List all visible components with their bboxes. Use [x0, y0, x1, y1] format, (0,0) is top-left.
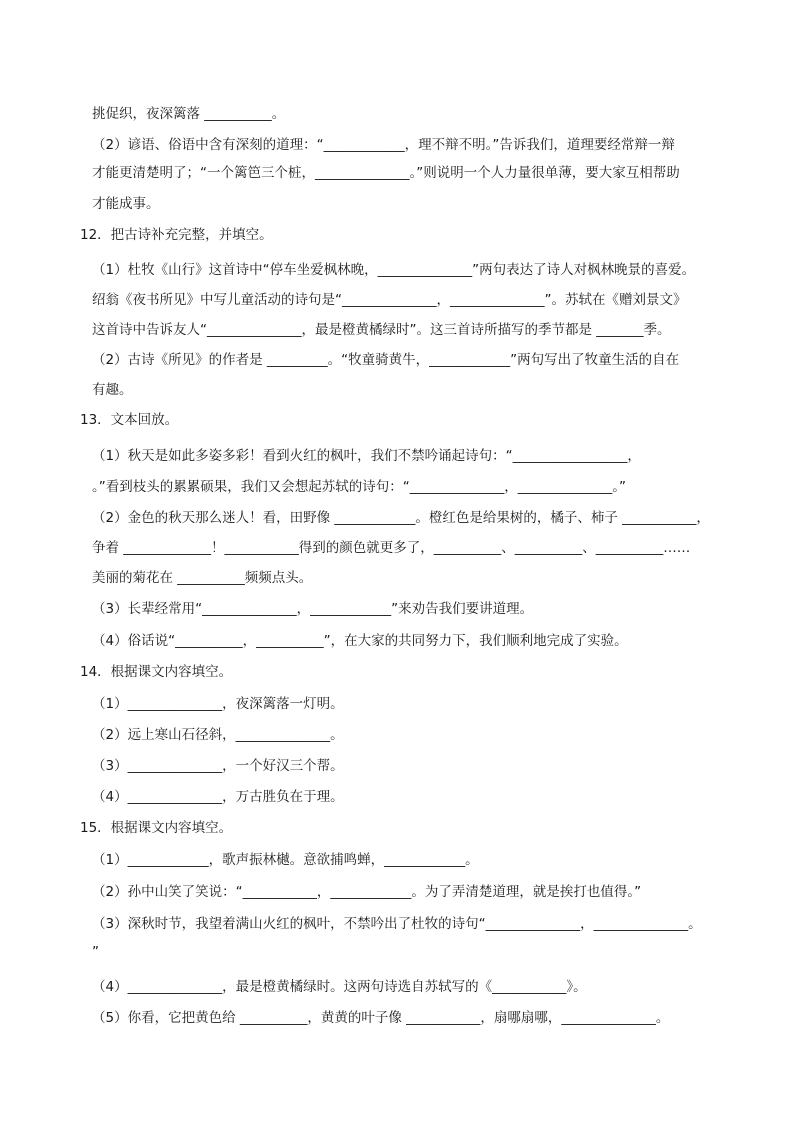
- line-text: 15．根据课文内容填空。: [80, 820, 233, 836]
- line-text: （1）杜牧《山行》这首诗中“停车坐爱枫林晚，______________”两句表达了诗人对枫林晚景的喜爱。: [92, 262, 696, 278]
- line-text: （1）____________，歌声振林樾。意欲捕鸣蝉，____________。: [92, 852, 479, 868]
- line-text: （2）孙中山笑了笑说：“___________，____________。为了弄清楚道理，就是挨打也值得。”: [92, 884, 642, 900]
- text-line: [92, 850, 734, 870]
- line-text: （1）______________，夜深篱落一灯明。: [92, 696, 344, 712]
- text-line: [92, 977, 734, 997]
- text-line: [92, 725, 734, 745]
- line-text: （2）谚语、俗语中含有深刻的道理：“____________，理不辩不明。”告诉我们，道理要经常辩一辩: [92, 137, 675, 153]
- text-line: [92, 942, 734, 962]
- text-line: [92, 882, 734, 902]
- line-text: 挑促织，夜深篱落 __________。: [92, 106, 286, 122]
- text-line: [92, 787, 734, 807]
- text-line: [92, 1008, 734, 1028]
- line-text: 争着 _____________！___________得到的颜色就更多了，__________、__________、__________……: [92, 540, 691, 556]
- text-line: [92, 320, 734, 340]
- line-text: 。”看到枝头的累累硕果，我们又会想起苏轼的诗句：“______________，______________。”: [92, 479, 626, 495]
- text-line: [92, 350, 734, 370]
- line-text: 13．文本回放。: [80, 412, 179, 428]
- text-line: [92, 104, 734, 124]
- line-text: （4）______________，万古胜负在于理。: [92, 789, 344, 805]
- text-line: [92, 163, 734, 183]
- text-line: [92, 694, 734, 714]
- line-text: （3）______________，一个好汉三个帮。: [92, 758, 344, 774]
- question-heading: [80, 818, 734, 838]
- line-text: （3）长辈经常用“______________，____________”来劝告我们要讲道理。: [92, 601, 534, 617]
- text-line: [92, 756, 734, 776]
- line-text: （1）秋天是如此多姿多彩！看到火红的枫叶，我们不禁吟诵起诗句：“_________________，: [92, 448, 641, 464]
- line-text: 才能更清楚明了；“一个篱笆三个桩，______________。”则说明一个人力量很单薄，要大家互相帮助: [92, 165, 680, 181]
- question-heading: [80, 410, 734, 430]
- line-text: 这首诗中告诉友人“______________，最是橙黄橘绿时”。这三首诗所描写的季节都是 _______季。: [92, 322, 671, 338]
- line-text: （5）你看，它把黄色给 __________，黄黄的叶子像 ___________，扇哪扇哪，______________。: [92, 1010, 670, 1026]
- line-text: 才能成事。: [92, 196, 160, 212]
- text-line: [92, 631, 734, 651]
- text-line: [92, 194, 734, 214]
- question-heading: [80, 662, 734, 682]
- text-line: [92, 538, 734, 558]
- line-text: （4）俗话说“__________，__________”，在大家的共同努力下，我们顺利地完成了实验。: [92, 633, 628, 649]
- line-text: （2）古诗《所见》的作者是 _________。“牧童骑黄牛，____________”两句写出了牧童生活的自在: [92, 352, 680, 368]
- text-line: [92, 477, 734, 497]
- text-line: [92, 290, 734, 310]
- text-line: [92, 446, 734, 466]
- line-text: 14．根据课文内容填空。: [80, 664, 233, 680]
- text-line: [92, 914, 734, 934]
- text-line: [92, 599, 734, 619]
- text-line: [92, 380, 734, 400]
- line-text: 绍翁《夜书所见》中写儿童活动的诗句是“______________，______________”。苏轼在《赠刘景文》: [92, 292, 687, 308]
- line-text: （2）远上寒山石径斜，______________。: [92, 727, 344, 743]
- line-text: 12．把古诗补充完整，并填空。: [80, 227, 273, 243]
- line-text: （4）______________，最是橙黄橘绿时。这两句诗选自苏轼写的《___________》。: [92, 979, 587, 995]
- line-text: （3）深秋时节，我望着满山火红的枫叶，不禁吟出了杜牧的诗句“______________，______________。: [92, 916, 702, 932]
- line-text: （2）金色的秋天那么迷人！看，田野像 ____________。橙红色是给果树的，橘子、柿子 ___________，: [92, 510, 710, 526]
- question-heading: [80, 225, 734, 245]
- line-text: 美丽的菊花在 __________频频点头。: [92, 570, 313, 586]
- line-text: ”: [92, 944, 99, 960]
- text-line: [92, 260, 734, 280]
- line-text: 有趣。: [92, 382, 133, 398]
- text-line: [92, 135, 734, 155]
- text-line: [92, 568, 734, 588]
- text-line: [92, 508, 734, 528]
